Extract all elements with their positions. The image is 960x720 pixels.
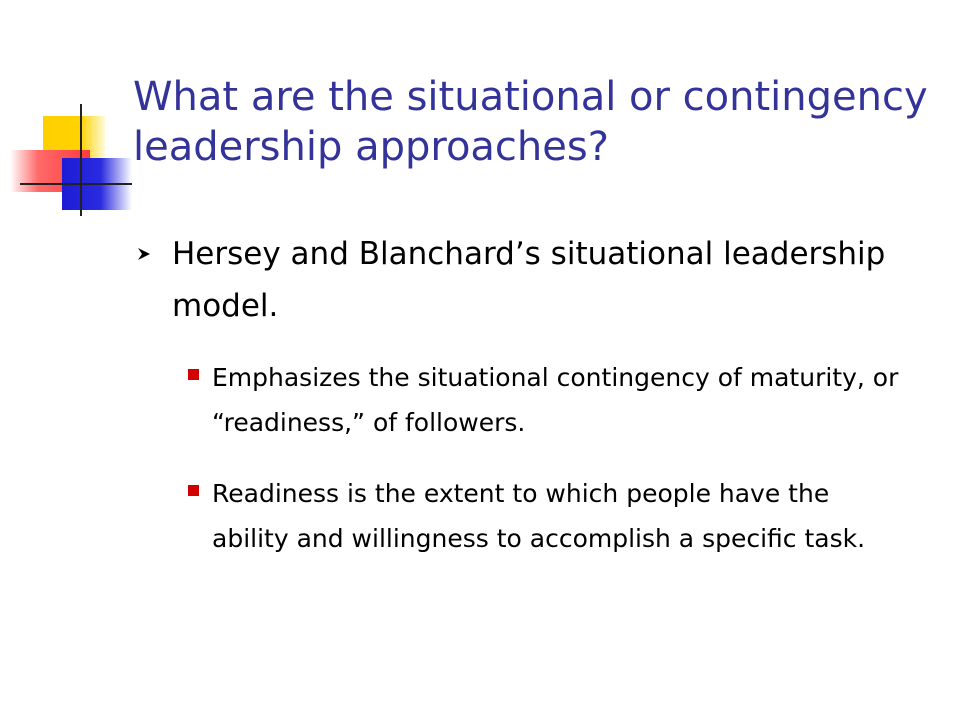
bullet-level1-text: Hersey and Blanchard’s situational leadership model. <box>172 236 886 324</box>
sub-bullet: Emphasizes the situational contingency of maturity, or “readiness,” of followers. <box>212 363 899 437</box>
square-bullet-icon <box>188 485 199 496</box>
square-bullet-icon <box>188 369 199 380</box>
slide-title: What are the situational or contingency leadership approaches? <box>133 74 928 170</box>
decorative-horizontal-line <box>20 183 132 185</box>
bullet-level1 <box>132 228 892 332</box>
decorative-vertical-line <box>80 104 82 216</box>
sub-bullet: Readiness is the extent to which people have the ability and willingness to accomplish a specific task. <box>212 479 866 553</box>
